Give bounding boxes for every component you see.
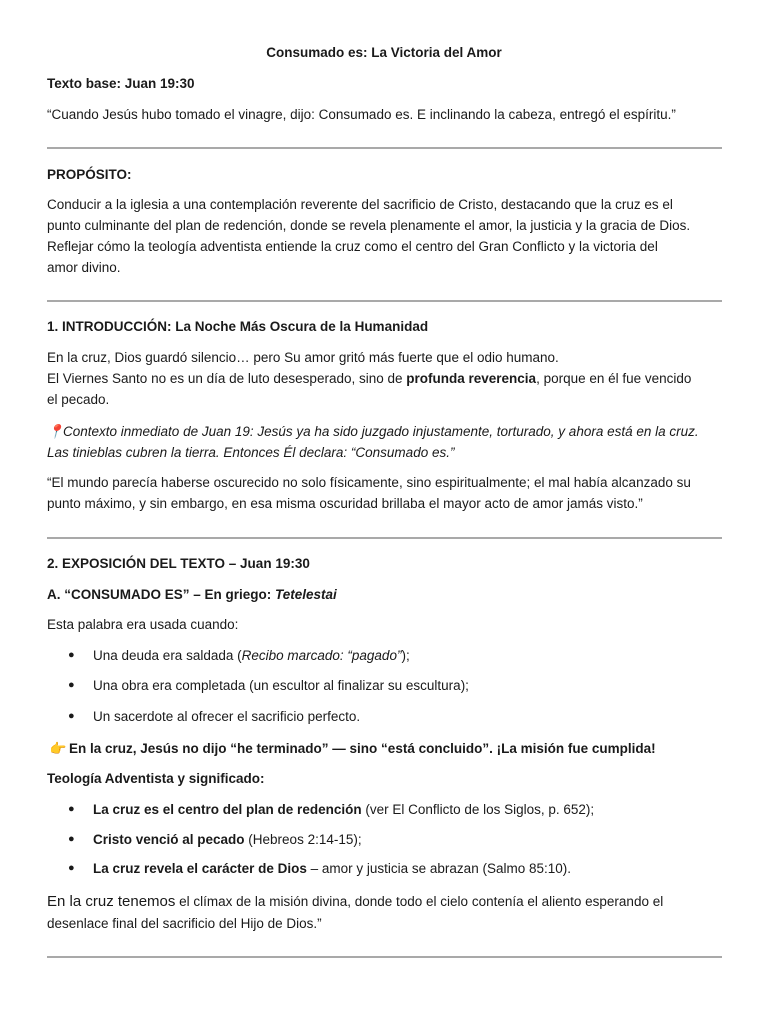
list-item: Una deuda era saldada (Recibo marcado: “pagado”); <box>93 648 410 663</box>
intro-line: En la cruz, Dios guardó silencio… pero Su amor gritó más fuerte que el odio humano. <box>47 350 559 365</box>
bullet-icon: ● <box>68 862 75 874</box>
bullet-icon: ● <box>68 833 75 845</box>
document-title: Consumado es: La Victoria del Amor <box>266 45 502 60</box>
section-divider <box>47 537 722 539</box>
list-item: Cristo venció al pecado (Hebreos 2:14-15); <box>93 832 362 847</box>
bullet-icon: ● <box>68 649 75 661</box>
intro-quote: “El mundo parecía haberse oscurecido no solo físicamente, sino espiritualmente; el mal había alcanzado su <box>47 475 691 490</box>
bullet-icon: ● <box>68 710 75 722</box>
intro-quote: punto máximo, y sin embargo, en esa misma oscuridad brillaba el mayor acto de amor jamás visto.” <box>47 496 643 511</box>
base-text-quote: “Cuando Jesús hubo tomado el vinagre, dijo: Consumado es. E inclinando la cabeza, entregó el espíritu.” <box>47 107 676 122</box>
closing-line: desenlace final del sacrificio del Hijo de Dios.” <box>47 916 322 931</box>
exposition-heading: 2. EXPOSICIÓN DEL TEXTO – Juan 19:30 <box>47 556 310 571</box>
list-item: La cruz es el centro del plan de redención (ver El Conflicto de los Siglos, p. 652); <box>93 802 595 817</box>
purpose-line: punto culminante del plan de redención, donde se revela plenamente el amor, la justicia y la gracia de Dios. <box>47 218 691 233</box>
intro-line: el pecado. <box>47 392 110 407</box>
intro-line: El Viernes Santo no es un día de luto desesperado, sino de profunda reverencia, porque en él fue vencido <box>47 371 692 386</box>
bullet-icon: ● <box>68 679 75 691</box>
pin-icon: 📍 <box>47 424 64 439</box>
purpose-heading: PROPÓSITO: <box>47 167 132 182</box>
purpose-line: amor divino. <box>47 260 121 275</box>
section-divider <box>47 300 722 302</box>
intro-heading: 1. INTRODUCCIÓN: La Noche Más Oscura de la Humanidad <box>47 319 429 334</box>
context-line: Las tinieblas cubren la tierra. Entonces Él declara: “Consumado es.” <box>47 445 455 460</box>
bullet-icon: ● <box>68 803 75 815</box>
section-divider <box>47 147 722 149</box>
pointing-hand-icon: 👉 <box>49 741 67 756</box>
highlight-line: 👉 En la cruz, Jesús no dijo “he terminado” — sino “está concluido”. ¡La misión fue cumplida! <box>47 738 727 759</box>
base-text-label: Texto base: Juan 19:30 <box>47 76 195 91</box>
section-divider <box>47 956 722 958</box>
list-item: Una obra era completada (un escultor al finalizar su escultura); <box>93 678 469 693</box>
purpose-line: Conducir a la iglesia a una contemplación reverente del sacrificio de Cristo, destacando que la cruz es el <box>47 197 673 212</box>
list-item: Un sacerdote al ofrecer el sacrificio perfecto. <box>93 709 361 724</box>
list-item: La cruz revela el carácter de Dios – amor y justicia se abrazan (Salmo 85:10). <box>93 861 571 876</box>
intro-emphasis: profunda reverencia <box>406 371 537 386</box>
used-when-text: Esta palabra era usada cuando: <box>47 617 239 632</box>
theology-heading: Teología Adventista y significado: <box>47 771 265 786</box>
context-line: 📍Contexto inmediato de Juan 19: Jesús ya ha sido juzgado injustamente, torturado, y ahora está en la cruz. <box>47 421 727 442</box>
subheading-a: A. “CONSUMADO ES” – En griego: Tetelestai <box>47 587 337 602</box>
purpose-line: Reflejar cómo la teología adventista entiende la cruz como el centro del Gran Conflicto y la victoria del <box>47 239 658 254</box>
closing-line: En la cruz tenemos el clímax de la misión divina, donde todo el cielo contenía el aliento esperando el <box>47 893 664 910</box>
